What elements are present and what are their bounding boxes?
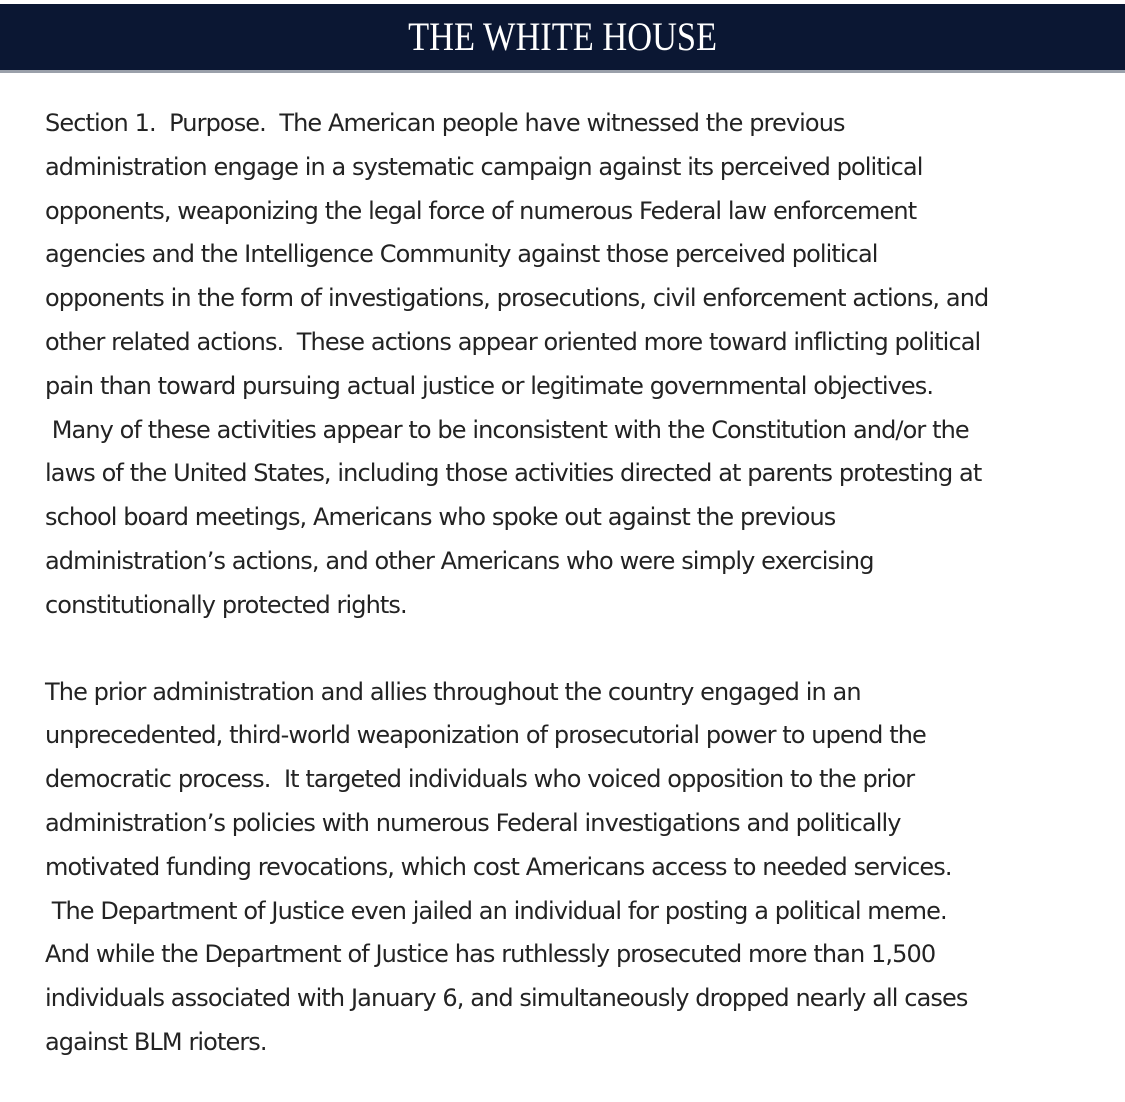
- text-line: administration’s actions, and other Americans who were simply exercising: [45, 546, 874, 575]
- text-line: pain than toward pursuing actual justice or legitimate governmental objectives.: [45, 371, 934, 400]
- site-header: [0, 4, 1125, 70]
- text-line: individuals associated with January 6, and simultaneously dropped nearly all cases: [45, 984, 968, 1013]
- text-line: constitutionally protected rights.: [45, 590, 407, 619]
- text-line: unprecedented, third-world weaponization of prosecutorial power to upend the: [45, 721, 926, 750]
- text-line: democratic process. It targeted individuals who voiced opposition to the prior: [45, 765, 915, 794]
- text-line: school board meetings, Americans who spoke out against the previous: [45, 503, 836, 532]
- text-line: agencies and the Intelligence Community against those perceived political: [45, 240, 878, 269]
- text-line: The prior administration and allies throughout the country engaged in an: [45, 677, 861, 706]
- text-line: The Department of Justice even jailed an individual for posting a political meme.: [45, 896, 947, 925]
- text-line: administration’s policies with numerous Federal investigations and politically: [45, 808, 901, 837]
- paragraph-prior-administration: [45, 671, 1120, 1065]
- text-line: laws of the United States, including those activities directed at parents protesting at: [45, 459, 982, 488]
- site-title[interactable]: THE WHITE HOUSE: [408, 14, 717, 59]
- text-line: motivated funding revocations, which cost Americans access to needed services.: [45, 852, 952, 881]
- text-line: administration engage in a systematic campaign against its perceived political: [45, 152, 923, 181]
- text-line: other related actions. These actions appear oriented more toward inflicting political: [45, 327, 981, 356]
- header-divider: [0, 70, 1125, 73]
- text-line: Section 1. Purpose. The American people have witnessed the previous: [45, 109, 845, 137]
- text-line: Many of these activities appear to be inconsistent with the Constitution and/or the: [45, 415, 969, 444]
- text-line: against BLM rioters.: [45, 1027, 267, 1056]
- document-body: [45, 102, 1120, 1065]
- text-line: And while the Department of Justice has ruthlessly prosecuted more than 1,500: [45, 940, 936, 969]
- text-line: opponents, weaponizing the legal force of numerous Federal law enforcement: [45, 196, 917, 225]
- text-line: opponents in the form of investigations, prosecutions, civil enforcement actions, and: [45, 284, 989, 313]
- paragraph-purpose: [45, 102, 1120, 628]
